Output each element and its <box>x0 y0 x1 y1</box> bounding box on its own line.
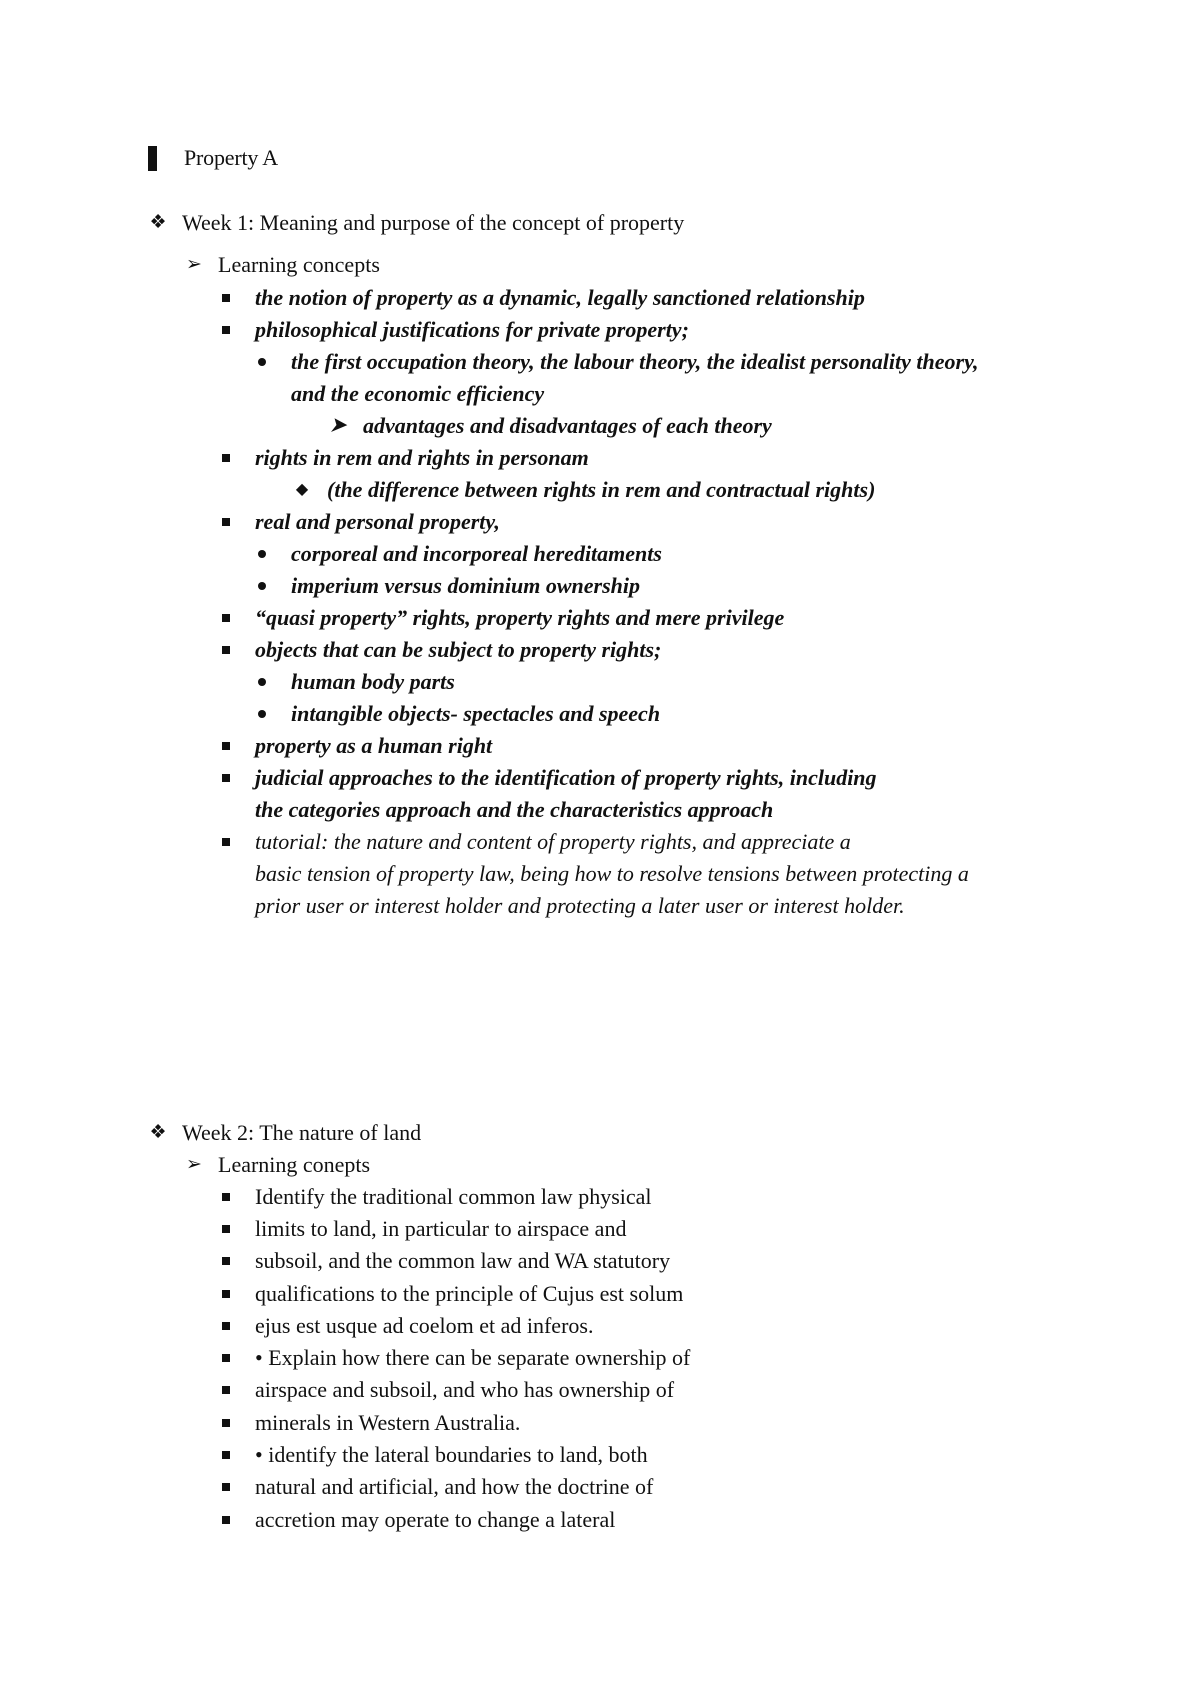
week1-heading: Week 1: Meaning and purpose of the concept of property <box>182 210 685 235</box>
square-bullet-icon <box>222 326 230 334</box>
square-bullet-icon <box>222 1290 230 1298</box>
square-bullet-icon <box>222 1386 230 1394</box>
round-bullet-icon <box>258 582 266 590</box>
diamond-bullet-icon: ◆ <box>295 481 309 498</box>
square-bullet-icon <box>222 1354 230 1362</box>
week1-subheading: Learning concepts <box>218 252 380 277</box>
document-title <box>148 143 278 173</box>
square-bullet-icon <box>222 614 230 622</box>
square-bullet-icon <box>222 1225 230 1233</box>
square-bullet-icon <box>222 1193 230 1201</box>
arrowhead-icon: ➤ <box>330 415 346 436</box>
four-diamond-icon: ❖ <box>149 212 167 233</box>
arrowhead-icon: ➢ <box>186 254 202 275</box>
square-bullet-icon <box>222 518 230 526</box>
square-bullet-icon <box>222 1322 230 1330</box>
document-page: Property A ❖ Week 1: Meaning and purpose of the concept of property ➢ Learning concepts the notion of property as a dynamic, legally sanctioned relationship philosophical justifications for private property; the first occupation theory, the labour theory, the idealist personality theory, and the economic efficiency ➤ advantages and disadvantages of each theory rights in rem and rights in personam ◆ (the difference between rights in rem and contractual rights) real and personal property, corporeal and incorporeal hereditaments imperium versus dominium ownership “quasi property” rights, property rights and mere privilege objects that can be subject to property rights; human body parts intangible objects- spectacles and speech property as a human right judicial approaches to the identification of property rights, including the categories approach and the characteristics approach tutorial: the nature and content of property rights, and appreciate a basic tension of property law, being how to resolve tensions between protecting a prior user or interest holder and protecting a later user or interest holder. ❖ Week 2: The nature of land ➢ Learning conepts Identify the traditional common law physical limits to land, in particular to airspace and subsoil, and the common law and WA statutory qualifications to the principle of Cujus est solum ejus est usque ad coelom et ad inferos. • Explain how there can be separate ownership of airspace and subsoil, and who has ownership of minerals in Western Australia. • identify the lateral boundaries to land, both natural and artificial, and how the doctrine of accretion may operate to change a lateral <box>0 0 1200 1696</box>
square-bullet-icon <box>222 294 230 302</box>
title-text: Property A <box>184 145 278 170</box>
round-bullet-icon <box>258 550 266 558</box>
four-diamond-icon: ❖ <box>149 1122 167 1143</box>
square-bullet-icon <box>222 1257 230 1265</box>
week2-subheading: Learning conepts <box>218 1152 371 1177</box>
square-bullet-icon <box>222 1451 230 1459</box>
round-bullet-icon <box>258 678 266 686</box>
arrowhead-icon: ➢ <box>186 1154 202 1175</box>
square-bullet-icon <box>222 1516 230 1524</box>
square-bullet-icon <box>222 1419 230 1427</box>
square-bullet-icon <box>222 774 230 782</box>
square-bullet-icon <box>222 742 230 750</box>
square-bullet-icon <box>222 1483 230 1491</box>
round-bullet-icon <box>258 710 266 718</box>
round-bullet-icon <box>258 358 266 366</box>
week2-heading: Week 2: The nature of land <box>182 1120 422 1145</box>
square-bullet-icon <box>222 454 230 462</box>
square-bullet-icon <box>222 838 230 846</box>
square-bullet-icon <box>222 646 230 654</box>
heading-bar-icon <box>148 146 157 171</box>
